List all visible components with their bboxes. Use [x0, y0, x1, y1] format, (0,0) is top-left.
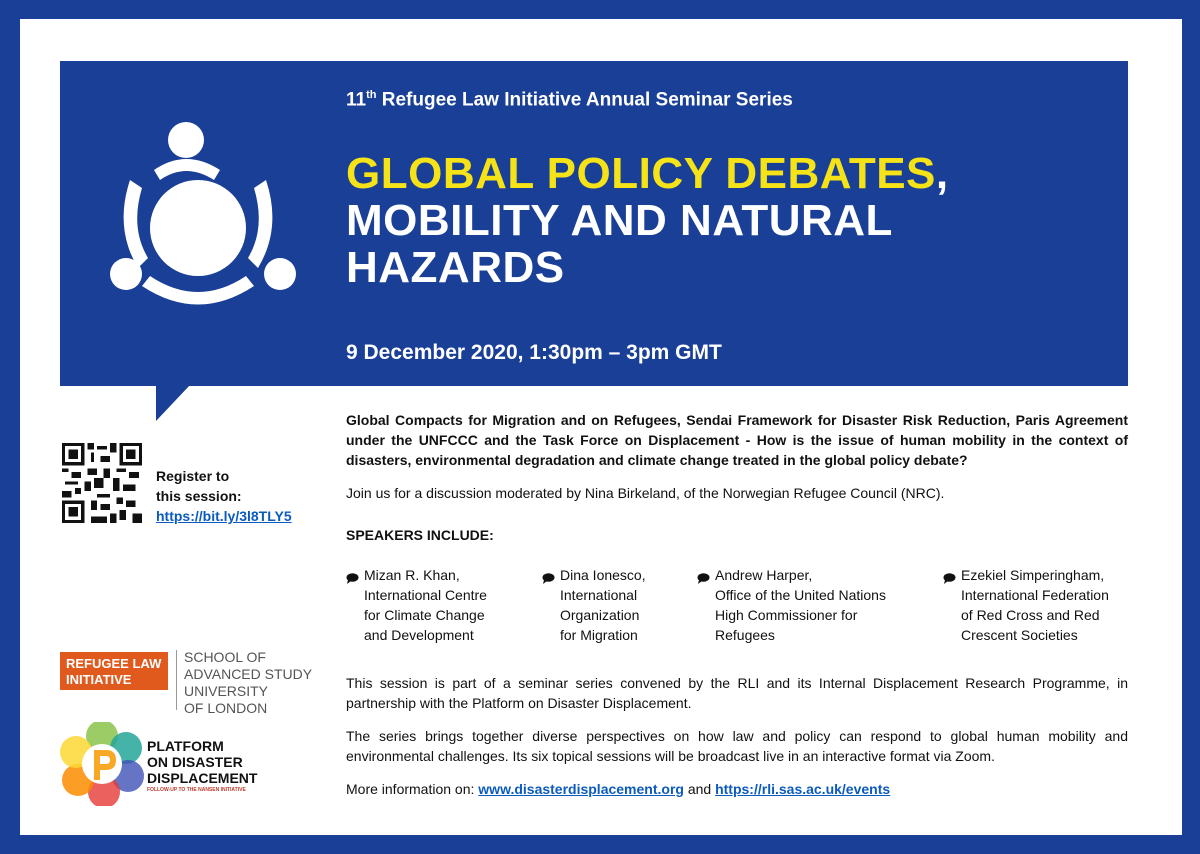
event-date: 9 December 2020, 1:30pm – 3pm GMT: [346, 341, 722, 364]
intro-paragraph: Global Compacts for Migration and on Refugees, Sendai Framework for Disaster Risk Reduction, Paris Agreement under the UNFCCC and the Task Force on Displacement - How is the issue of human mobility in the context of disasters, environmental degradation and climate change treated in the global policy debate?: [346, 412, 1128, 468]
registration-link[interactable]: https://bit.ly/3l8TLY5: [156, 508, 292, 524]
platform-disaster-displacement-logo-icon: [60, 722, 144, 806]
disasterdisplacement-link[interactable]: www.disasterdisplacement.org: [478, 781, 684, 797]
speakers-heading: SPEAKERS INCLUDE:: [346, 527, 494, 543]
speech-bubble-icon: [346, 565, 364, 645]
speech-bubble-tail: [156, 385, 190, 421]
moderator-paragraph: Join us for a discussion moderated by Nina Birkeland, of the Norwegian Refugee Council (NRC).: [346, 485, 945, 501]
title-line-2: MOBILITY AND NATURAL: [346, 196, 893, 245]
speech-bubble-icon: [542, 565, 560, 645]
pdd-name: PLATFORM ON DISASTER DISPLACEMENT: [147, 738, 258, 786]
pdd-tagline: FOLLOW-UP TO THE NANSEN INITIATIVE: [147, 787, 246, 793]
refugee-law-initiative-logo: REFUGEE LAW INITIATIVE: [60, 652, 168, 690]
speaker-item: Ezekiel Simperingham, International Federation of Red Cross and Red Crescent Societies: [943, 565, 1109, 645]
main-content: [346, 410, 1128, 799]
title-highlight: GLOBAL POLICY DEBATES: [346, 149, 936, 198]
logo-divider: [176, 650, 177, 710]
speakers-list: [346, 565, 1128, 661]
school-of-advanced-study-logo: SCHOOL OF ADVANCED STUDY UNIVERSITY OF LONDON: [184, 649, 313, 716]
speaker-item: Mizan R. Khan, International Centre for Climate Change and Development: [346, 565, 487, 645]
people-circle-logo-icon: [108, 118, 308, 318]
series-paragraph: This session is part of a seminar series convened by the RLI and its Internal Displacement Research Programme, in partnership with the Platform on Disaster Displacement.: [346, 675, 1128, 711]
speaker-item: Andrew Harper, Office of the United Nations High Commissioner for Refugees: [697, 565, 886, 645]
title-line-3: HAZARDS: [346, 243, 565, 292]
qr-code-icon[interactable]: [62, 443, 142, 523]
more-info-line: More information on: www.disasterdisplacement.org and https://rli.sas.ac.uk/events: [346, 781, 891, 797]
broadcast-paragraph: The series brings together diverse perspectives on how law and policy can respond to global human mobility and environmental challenges. Its six topical sessions will be broadcast live in an interactive format via Zoom.: [346, 728, 1128, 764]
rli-events-link[interactable]: https://rli.sas.ac.uk/events: [715, 781, 891, 797]
register-block: Register to this session: https://bit.ly/3l8TLY5: [156, 468, 292, 524]
speech-bubble-icon: [943, 565, 961, 645]
speech-bubble-icon: [697, 565, 715, 645]
seminar-title: GLOBAL POLICY DEBATES, MOBILITY AND NATURAL HAZARDS: [346, 149, 949, 292]
series-heading: 11th Refugee Law Initiative Annual Seminar Series: [346, 89, 793, 111]
speaker-item: Dina Ionesco, International Organization for Migration: [542, 565, 646, 645]
